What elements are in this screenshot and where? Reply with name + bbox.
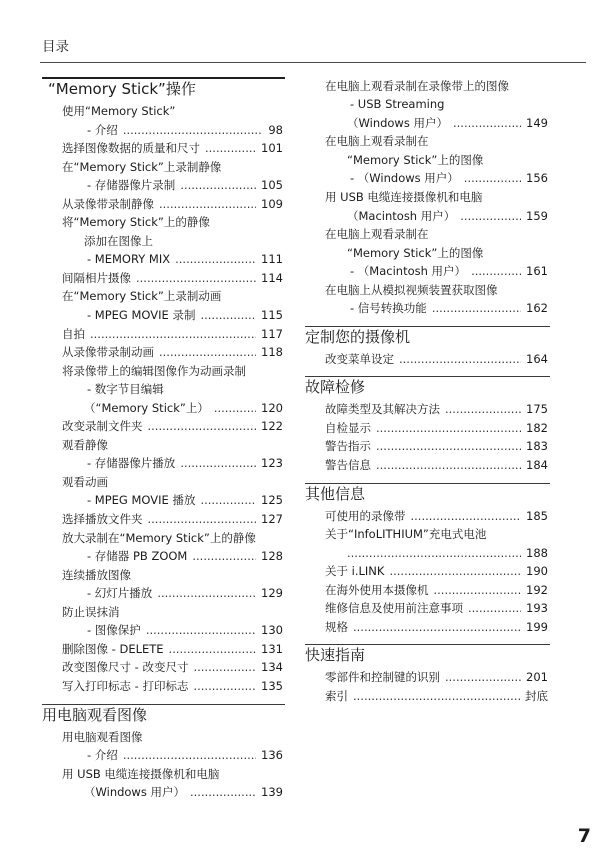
toc-entry [42,436,285,455]
toc-entry [42,765,285,784]
toc-entry [42,139,285,158]
toc-entry-text: 警告指示 [325,439,371,454]
toc-page-number: 161 [526,264,548,279]
toc-entry-text: 从录像带录制动画 [62,345,154,360]
dot-leader [136,269,256,288]
toc-entry-text: 在“Memory Stick”上录制静像 [62,159,222,174]
dot-leader [157,584,256,603]
dot-leader [192,547,256,566]
toc-entry [42,102,285,121]
toc-entry-text: 在电脑上观看录制在 [325,134,429,149]
toc-entry-text: 在电脑上观看录制在录像带上的图像 [325,78,509,93]
toc-page-number: 185 [526,508,548,523]
dot-leader [146,621,256,640]
toc-entry [42,547,285,566]
toc-entry [42,158,285,177]
dot-leader [434,581,522,600]
toc-page-number: 105 [261,178,283,193]
toc-entry-text: （Windows 用户） [347,115,448,130]
toc-section [305,326,550,369]
toc-page-number: 162 [526,301,548,316]
dot-leader [353,618,521,637]
left-column [42,77,285,802]
toc-entry-text: 故障类型及其解决方法 [325,402,440,417]
toc-page-number: 109 [261,196,283,211]
toc-page-number: 114 [261,270,283,285]
toc-entry-list [42,728,285,802]
toc-page-number: 111 [261,252,283,267]
dot-leader [464,169,521,188]
toc-page-number: 149 [526,115,548,130]
toc-entry-text: 改变图像尺寸 - 改变尺寸 [62,660,189,675]
toc-page-number: 164 [526,351,548,366]
toc-entry [305,581,550,600]
toc-entry-text: 将“Memory Stick”上的静像 [62,215,210,230]
toc-page-number: 135 [261,678,283,693]
dot-leader [200,491,256,510]
toc-entry-text: 警告信息 [325,457,371,472]
dot-leader [200,306,256,325]
section-title: 定制您的摄像机 [305,326,550,347]
toc-entry-text: 用 USB 电缆连接摄像机和电脑 [325,189,483,204]
dot-leader [190,783,256,802]
toc-entry [42,510,285,529]
section-title: 故障检修 [305,376,550,397]
dot-leader [376,437,521,456]
toc-entry-text: 在电脑上从模拟视频装置获取图像 [325,282,498,297]
toc-entry-text: 在电脑上观看录制在 [325,227,429,242]
dot-leader [353,687,520,706]
toc-page-number: 120 [261,400,283,415]
toc-entry [305,419,550,438]
toc-entry [42,250,285,269]
toc-page-number: 118 [261,345,283,360]
toc-entry-text: - 存储器像片录制 [87,178,176,193]
toc-page-number: 136 [261,748,283,763]
toc-entry-text: 放大录制在“Memory Stick”上的静像 [62,530,256,545]
toc-entry-text: - 介绍 [87,748,118,763]
toc-entry-text: （Windows 用户） [84,785,185,800]
toc-entry [42,232,285,251]
toc-entry-text: 观看静像 [62,437,108,452]
toc-page-number: 129 [261,586,283,601]
toc-entry-text: “Memory Stick”上的图像 [347,245,484,260]
page-title: 目录 [42,39,69,55]
toc-entry-text: 在“Memory Stick”上录制动画 [62,289,222,304]
toc-entry-text: - 存储器像片播放 [87,456,176,471]
toc-entry [305,169,550,188]
dot-leader [148,417,257,436]
toc-entry-text: （Macintosh 用户） [347,208,456,223]
dot-leader [460,207,521,226]
toc-entry-text: 索引 [325,688,348,703]
toc-page-number: 156 [526,171,548,186]
toc-page-number: 98 [268,122,283,137]
toc-entry [305,151,550,170]
toc-entry-text: 间隔相片摄像 [62,270,131,285]
dot-leader [214,399,256,418]
dot-leader [445,400,521,419]
dot-leader [175,250,256,269]
toc-entry [42,658,285,677]
dot-leader [159,195,256,214]
toc-page-number: 183 [526,439,548,454]
toc-entry-list [305,400,550,474]
dot-leader [180,176,256,195]
toc-page-number: 125 [261,493,283,508]
toc-entry [42,783,285,802]
toc-entry-text: 删除图像 - DELETE [62,641,164,656]
toc-entry-text: 防止误抹消 [62,604,120,619]
toc-entry-text: 选择图像数据的质量和尺寸 [62,141,200,156]
toc-entry [42,195,285,214]
toc-page-number: 117 [261,326,283,341]
toc-entry-list-continued [305,77,550,318]
toc-entry-text: - USB Streaming [350,97,445,112]
toc-section [42,704,285,802]
toc-entry-text: 用 USB 电缆连接摄像机和电脑 [62,766,220,781]
toc-page-number: 128 [261,549,283,564]
toc-entry-text: - （Macintosh 用户） [350,264,467,279]
section-title: 快速指南 [305,644,550,665]
toc-entry-text: “Memory Stick”上的图像 [347,152,484,167]
toc-entry [42,417,285,436]
right-column [305,77,550,706]
toc-entry [305,618,550,637]
dot-leader [90,325,256,344]
toc-page-number: 175 [526,402,548,417]
toc-entry [42,677,285,696]
toc-entry-continuation [305,544,550,563]
section-title: “Memory Stick”操作 [42,77,285,99]
toc-entry [42,746,285,765]
header-rule [40,62,586,63]
toc-entry [42,566,285,585]
toc-entry [42,603,285,622]
toc-entry [42,399,285,418]
toc-entry-text: - 图像保护 [87,623,141,638]
toc-page-number: 201 [526,670,548,685]
toc-page-number: 134 [261,660,283,675]
toc-entry [42,176,285,195]
toc-entry [42,640,285,659]
toc-entry [305,207,550,226]
toc-entry-text: 改变录制文件夹 [62,419,143,434]
dot-leader [159,343,256,362]
toc-page-number: 127 [261,512,283,527]
toc-entry-text: 使用“Memory Stick” [62,104,176,118]
toc-entry [42,529,285,548]
dot-leader [123,121,264,140]
dot-leader [193,658,256,677]
toc-page-number: 130 [261,623,283,638]
toc-entry [305,400,550,419]
dot-leader [445,668,521,687]
toc-page-number: 封底 [525,688,548,703]
dot-leader [432,299,521,318]
toc-entry [305,77,550,96]
toc-entry [305,114,550,133]
toc-page-number: 190 [526,564,548,579]
toc-page-number: 123 [261,456,283,471]
toc-entry [42,584,285,603]
toc-entry [305,281,550,300]
toc-page-number: 139 [261,785,283,800]
toc-entry [42,121,285,140]
dot-leader [471,262,521,281]
toc-entry-text: 自拍 [62,326,85,341]
toc-entry [42,287,285,306]
dot-leader [376,419,521,438]
section-title: 其他信息 [305,483,550,504]
toc-entry-text: 连续播放图像 [62,567,131,582]
toc-entry-text: 在海外使用本摄像机 [325,582,429,597]
section-title: 用电脑观看图像 [42,704,285,725]
toc-entry-text: - MPEG MOVIE 播放 [87,493,196,508]
toc-entry [42,325,285,344]
toc-entry-text: 添加在图像上 [84,233,153,248]
toc-page-number: 192 [526,582,548,597]
dot-leader [123,746,256,765]
toc-entry-text: - 存储器 PB ZOOM [87,549,188,564]
dot-leader [347,544,521,563]
toc-page-number: 122 [261,419,283,434]
toc-entry-text: 维修信息及使用前注意事项 [325,601,463,616]
toc-entry [305,687,550,706]
toc-page-number: 184 [526,457,548,472]
dot-leader [411,507,522,526]
toc-entry-text: 写入打印标志 - 打印标志 [62,678,189,693]
toc-entry-text: 将录像带上的编辑图像作为动画录制 [62,363,246,378]
toc-entry-text: - 信号转换功能 [350,301,427,316]
toc-entry [305,132,550,151]
toc-entry [42,380,285,399]
toc-entry [305,188,550,207]
toc-entry-text: 规格 [325,619,348,634]
toc-entry [42,362,285,381]
dot-leader [193,677,256,696]
page-number: 7 [577,825,591,847]
toc-entry [305,244,550,263]
dot-leader [389,562,521,581]
dot-leader [468,599,521,618]
toc-entry [305,225,550,244]
toc-entry [42,269,285,288]
toc-page-number: 193 [526,601,548,616]
toc-entry-text: - 介绍 [87,122,118,137]
toc-entry [305,507,550,526]
toc-entry [42,306,285,325]
toc-section [305,644,550,705]
toc-entry-text: 零部件和控制键的识别 [325,670,440,685]
toc-entry [305,562,550,581]
toc-entry-list [42,102,285,696]
toc-entry [305,262,550,281]
toc-entry-text: - MEMORY MIX [87,252,171,267]
toc-page-number: 131 [261,641,283,656]
dot-leader [205,139,256,158]
toc-entry [305,456,550,475]
toc-page-number: 182 [526,420,548,435]
dot-leader [376,456,521,475]
toc-entry-text: - （Windows 用户） [350,171,459,186]
toc-section [305,483,550,637]
toc-entry [42,491,285,510]
toc-entry [42,621,285,640]
toc-entry [305,350,550,369]
toc-entry [305,525,550,544]
toc-entry [42,343,285,362]
dot-leader [148,510,257,529]
toc-entry [305,437,550,456]
toc-entry-text: 自检显示 [325,420,371,435]
toc-entry-text: 用电脑观看图像 [62,729,143,744]
toc-section [42,77,285,696]
toc-page-number: 115 [261,308,283,323]
dot-leader [169,640,257,659]
toc-entry [305,668,550,687]
toc-entry-text: 选择播放文件夹 [62,512,143,527]
toc-page-number: 199 [526,619,548,634]
toc-entry [42,728,285,747]
toc-entry-text: - MPEG MOVIE 录制 [87,308,196,323]
toc-entry-list [305,668,550,705]
toc-entry-text: - 数字节目编辑 [87,382,164,397]
toc-entry-text: 改变菜单设定 [325,351,394,366]
toc-entry [305,95,550,114]
toc-entry [305,599,550,618]
toc-entry-text: 观看动画 [62,474,108,489]
dot-leader [399,350,521,369]
toc-entry [42,213,285,232]
dot-leader [453,114,521,133]
toc-page-number: 159 [526,208,548,223]
toc-section [305,376,550,474]
toc-entry-text: 可使用的录像带 [325,508,406,523]
toc-entry [42,473,285,492]
toc-entry-text: 关于“InfoLITHIUM”充电式电池 [325,527,487,542]
dot-leader [180,454,256,473]
toc-page-number: 188 [526,545,548,560]
toc-entry-text: 从录像带录制静像 [62,196,154,211]
toc-entry-list [305,507,550,637]
toc-entry-list [305,350,550,369]
toc-entry [42,454,285,473]
toc-entry-text: （“Memory Stick”上） [84,400,209,415]
toc-page-number: 101 [261,141,283,156]
toc-entry-text: 关于 i.LINK [325,564,385,579]
toc-entry-text: - 幻灯片播放 [87,586,153,601]
toc-entry [305,299,550,318]
